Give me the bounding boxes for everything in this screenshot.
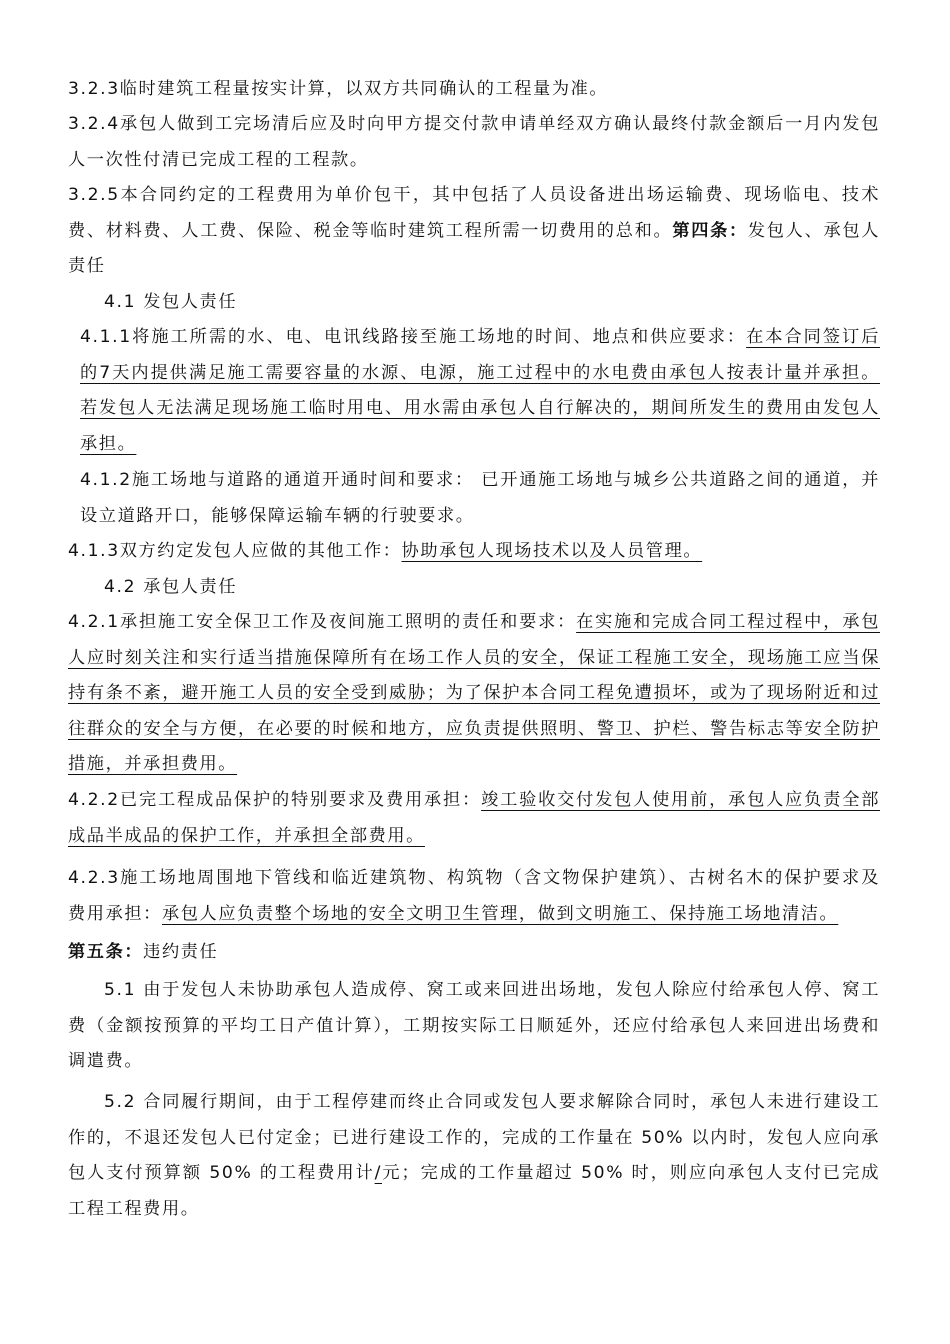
section-4-1-title: 4.1 发包人责任 [104, 292, 238, 312]
clause-5-1-text: 5.1 由于发包人未协助承包人造成停、窝工或来回进出场地，发包人除应付给承包人停、窝工费（金额按预算的平均工日产值计算），工期按实际工日顺延外，还应付给承包人来回进出场费和调遣费。 [68, 980, 880, 1071]
section-4-1-heading [104, 285, 880, 321]
clause-3-2-3 [68, 72, 880, 108]
clause-5-1 [68, 973, 880, 1080]
clause-4-2-3 [68, 861, 880, 932]
article-5-label: 第五条： [68, 942, 144, 962]
clause-4-1-1 [80, 320, 880, 462]
clause-4-2-1 [68, 605, 880, 783]
clause-4-2-2-terms: 竣工验收交付发包人使用前，承包人应负责全部成品半成品的保护工作，并承担全部费用。 [68, 790, 880, 846]
article-4-title: 发包人、承包人责任 [68, 220, 881, 276]
clause-3-2-4 [68, 107, 880, 178]
clause-3-2-4-text: 3.2.4承包人做到工完场清后应及时向甲方提交付款申请单经双方确认最终付款金额后一月内发包人一次性付清已完成工程的工程款。 [68, 114, 880, 170]
clause-4-2-3-lead: 4.2.3施工场地周围地下管线和临近建筑物、构筑物（含文物保护建筑）、古树名木的保护要求及费用承担： [68, 868, 880, 924]
clause-4-2-1-lead: 4.2.1承担施工安全保卫工作及夜间施工照明的责任和要求： [68, 612, 577, 632]
clause-4-1-2 [80, 463, 880, 534]
clause-5-2-text-a: 5.2 合同履行期间，由于工程停建而终止合同或发包人要求解除合同时，承包人未进行建设工作的，不退还发包人已付定金；已进行建设工作的，完成的工作量在 50% 以内时，发包人应向承包人支付预算额 50% 的工程费用计 [68, 1092, 880, 1183]
clause-4-2-3-terms: 承包人应负责整个场地的安全文明卫生管理，做到文明施工、保持施工场地清洁。 [161, 903, 839, 924]
clause-5-2 [68, 1085, 880, 1227]
clause-4-1-3-terms: 协助承包人现场技术以及人员管理。 [401, 541, 703, 561]
clause-3-2-5-text: 3.2.5本合同约定的工程费用为单价包干，其中包括了人员设备进出场运输费、现场临电、技术费、材料费、人工费、保险、税金等临时建筑工程所需一切费用的总和。 [68, 185, 880, 241]
clause-4-1-3-lead: 4.1.3双方约定发包人应做的其他工作： [68, 541, 402, 561]
article-5-title: 违约责任 [143, 942, 219, 962]
clause-4-2-2 [68, 783, 880, 854]
clause-4-1-2-text: 4.1.2施工场地与道路的通道开通时间和要求： 已开通施工场地与城乡公共道路之间的通道，并设立道路开口，能够保障运输车辆的行驶要求。 [80, 470, 880, 526]
article-4-label: 第四条： [672, 220, 748, 241]
section-4-2-heading [104, 570, 880, 606]
clause-5-2-blank: / [374, 1163, 383, 1183]
clause-3-2-5 [68, 178, 880, 285]
clause-4-1-1-lead: 4.1.1将施工所需的水、电、电讯线路接至施工场地的时间、地点和供应要求： [80, 327, 747, 347]
clause-4-2-1-terms: 在实施和完成合同工程过程中，承包人应时刻关注和实行适当措施保障所有在场工作人员的安全，保证工程施工安全，现场施工应当保持有条不紊，避开施工人员的安全受到威胁；为了保护本合同工程免遭损坏，或为了现场附近和过往群众的安全与方便，在必要的时候和地方，应负责提供照明、警卫、护栏、警告标志等安全防护措施，并承担费用。 [68, 612, 880, 774]
clause-3-2-3-text: 3.2.3临时建筑工程量按实计算，以双方共同确认的工程量为准。 [68, 79, 609, 99]
clause-4-1-3 [68, 534, 880, 570]
clause-4-1-1-terms: 在本合同签订后的7天内提供满足施工需要容量的水源、电源，施工过程中的水电费由承包人按表计量并承担。若发包人无法满足现场施工临时用电、用水需由承包人自行解决的，期间所发生的费用由发包人承担。 [80, 327, 880, 454]
article-5-heading [68, 935, 880, 971]
clause-4-2-2-lead: 4.2.2已完工程成品保护的特别要求及费用承担： [68, 790, 482, 810]
section-4-2-title: 4.2 承包人责任 [104, 577, 238, 597]
clause-5-2-text-b: 元；完成的工作量超过 50% 时，则应向承包人支付已完成工程工程费用。 [68, 1163, 880, 1219]
